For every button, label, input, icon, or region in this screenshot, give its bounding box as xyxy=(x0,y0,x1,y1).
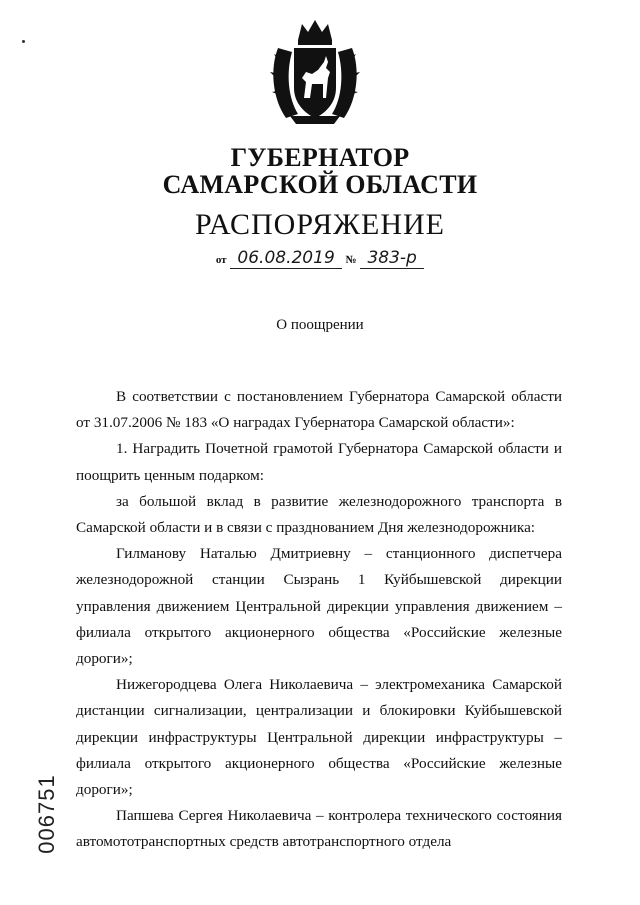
handwritten-number: 383-р xyxy=(360,248,424,269)
paragraph-preamble: В соответствии с постановлением Губернатора Самарской области от 31.07.2006 № 183 «О наградах Губернатора Самарской области»: xyxy=(76,388,562,432)
coat-of-arms-icon xyxy=(268,18,362,126)
paragraph-reason: за большой вклад в развитие железнодорожного транспорта в Самарской области и в связи с празднованием Дня железнодорожника: xyxy=(76,492,562,537)
paragraph-item-1: 1. Наградить Почетной грамотой Губернатора Самарской области и поощрить ценным подарком: xyxy=(76,440,562,484)
scan-speck xyxy=(22,40,25,43)
paragraph-awardee-2: Нижегородцева Олега Николаевича – электромеханика Самарской дистанции сигнализации, централизации и блокировки Куйбышевской дирекции инфраструктуры Центральной дирекции инфраструктуры – филиала открытого акционерного общества «Российские железные дороги»; xyxy=(76,676,562,799)
header-title-line2: САМАРСКОЙ ОБЛАСТИ xyxy=(162,170,478,199)
document-type: РАСПОРЯЖЕНИЕ xyxy=(194,208,446,241)
document-subject: О поощрении xyxy=(276,317,364,333)
document-body xyxy=(76,384,562,856)
paragraph-awardee-3: Папшева Сергея Николаевича – контролера технического состояния автомототранспортных средств автотранспортного отдела xyxy=(76,807,562,851)
number-label: № xyxy=(345,254,357,266)
stamp-number: 006751 xyxy=(34,774,59,854)
handwritten-date: 06.08.2019 xyxy=(230,248,342,269)
header-title-line1: ГУБЕРНАТОР xyxy=(230,143,410,172)
date-number-line xyxy=(0,248,640,269)
paragraph-awardee-1: Гилманову Наталью Дмитриевну – станционного диспетчера железнодорожной станции Сызрань 1 Куйбышевской дирекции управления движением Центральной дирекции управления движением – филиала открытого акционерного общества «Российские железные дороги»; xyxy=(76,545,562,668)
side-registration-stamp xyxy=(30,770,64,858)
from-label: от xyxy=(215,254,227,266)
